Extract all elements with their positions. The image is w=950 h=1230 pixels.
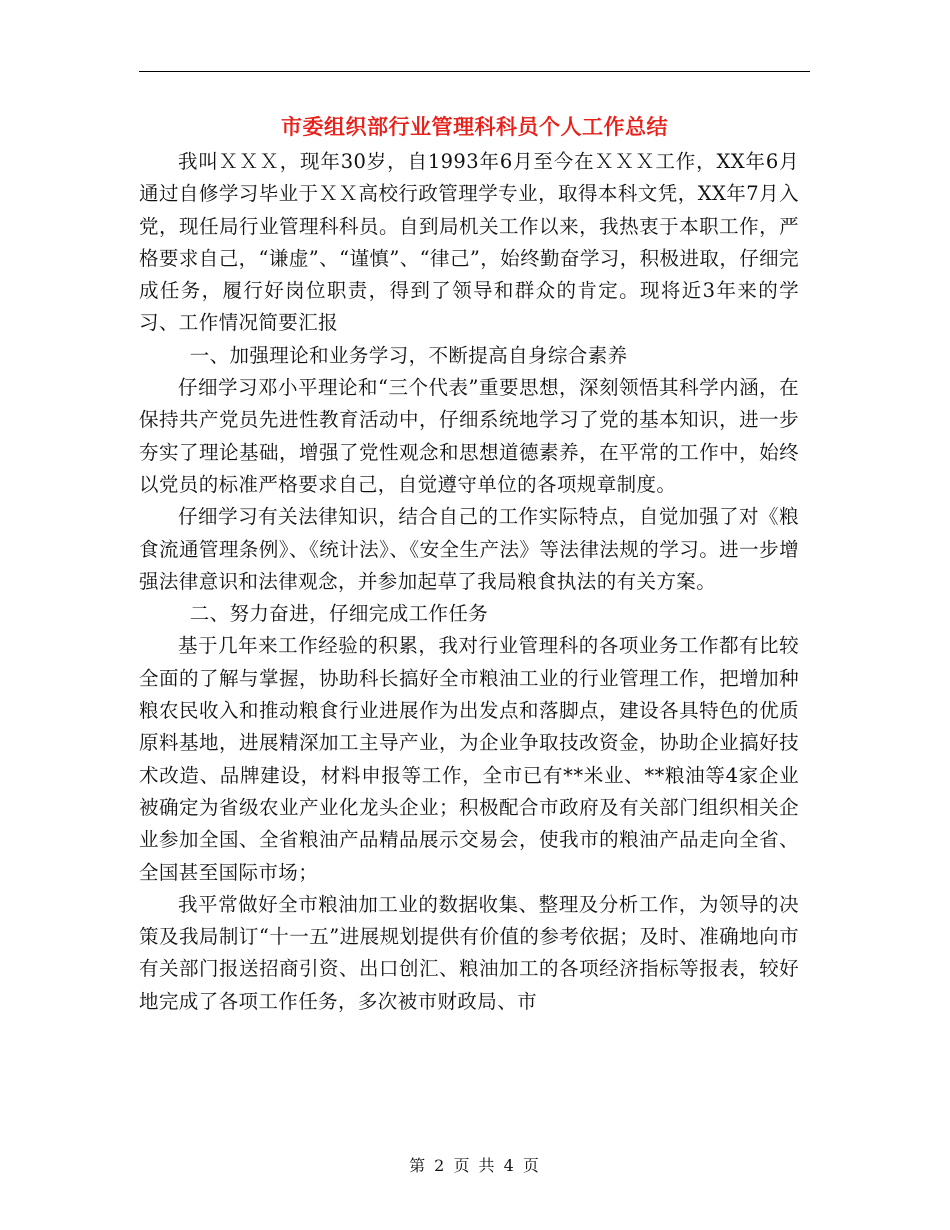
header-rule	[139, 71, 810, 72]
paragraph-intro: 我叫ＸＸＸ，现年30岁，自1993年6月至今在ＸＸＸ工作，XX年6月通过自修学习毕业于ＸＸ高校行政管理学专业，取得本科文凭，XX年7月入党，现任局行业管理科科员。自到局机关工作以来，我热衷于本职工作，严格要求自己，“谦虚”、“谨慎”、“律己”，始终勤奋学习，积极进取，仔细完成任务，履行好岗位职责，得到了领导和群众的肯定。现将近3年来的学习、工作情况简要汇报	[139, 150, 799, 335]
paragraph-data-work: 我平常做好全市粮油加工业的数据收集、整理及分析工作，为领导的决策及我局制订“十一五”进展规划提供有价值的参考依据；及时、准确地向市有关部门报送招商引资、出口创汇、粮油加工的各项经济指标等报表，较好地完成了各项工作任务，多次被市财政局、市	[139, 892, 799, 1013]
paragraph-industry-management: 基于几年来工作经验的积累，我对行业管理科的各项业务工作都有比较全面的了解与掌握，协助科长搞好全市粮油工业的行业管理工作，把增加种粮农民收入和推动粮食行业进展作为出发点和落脚点，建设各具特色的优质原料基地，进展精深加工主导产业，为企业争取技改资金，协助企业搞好技术改造、品牌建设，材料申报等工作，全市已有**米业、**粮油等4家企业被确定为省级农业产业化龙头企业；积极配合市政府及有关部门组织相关企业参加全国、全省粮油产品精品展示交易会，使我市的粮油产品走向全省、全国甚至国际市场；	[139, 634, 799, 884]
section-heading-2: 二、努力奋进，仔细完成工作任务	[189, 602, 489, 626]
section-heading-1: 一、加强理论和业务学习，不断提高自身综合素养	[189, 343, 628, 367]
paragraph-theory-study: 仔细学习邓小平理论和“三个代表”重要思想，深刻领悟其科学内涵，在保持共产党员先进性教育活动中，仔细系统地学习了党的基本知识，进一步夯实了理论基础，增强了党性观念和思想道德素养，在平常的工作中，始终以党员的标准严格要求自己，自觉遵守单位的各项规章制度。	[139, 376, 799, 496]
page-number: 第 2 页 共 4 页	[409, 1156, 541, 1175]
document-title: 市委组织部行业管理科科员个人工作总结	[281, 114, 668, 139]
paragraph-law-study: 仔细学习有关法律知识，结合自己的工作实际特点，自觉加强了对《粮食流通管理条例》、《统计法》、《安全生产法》等法律法规的学习。进一步增强法律意识和法律观念，并参加起草了我局粮食执法的有关方案。	[139, 505, 799, 593]
document-body	[139, 146, 799, 1018]
